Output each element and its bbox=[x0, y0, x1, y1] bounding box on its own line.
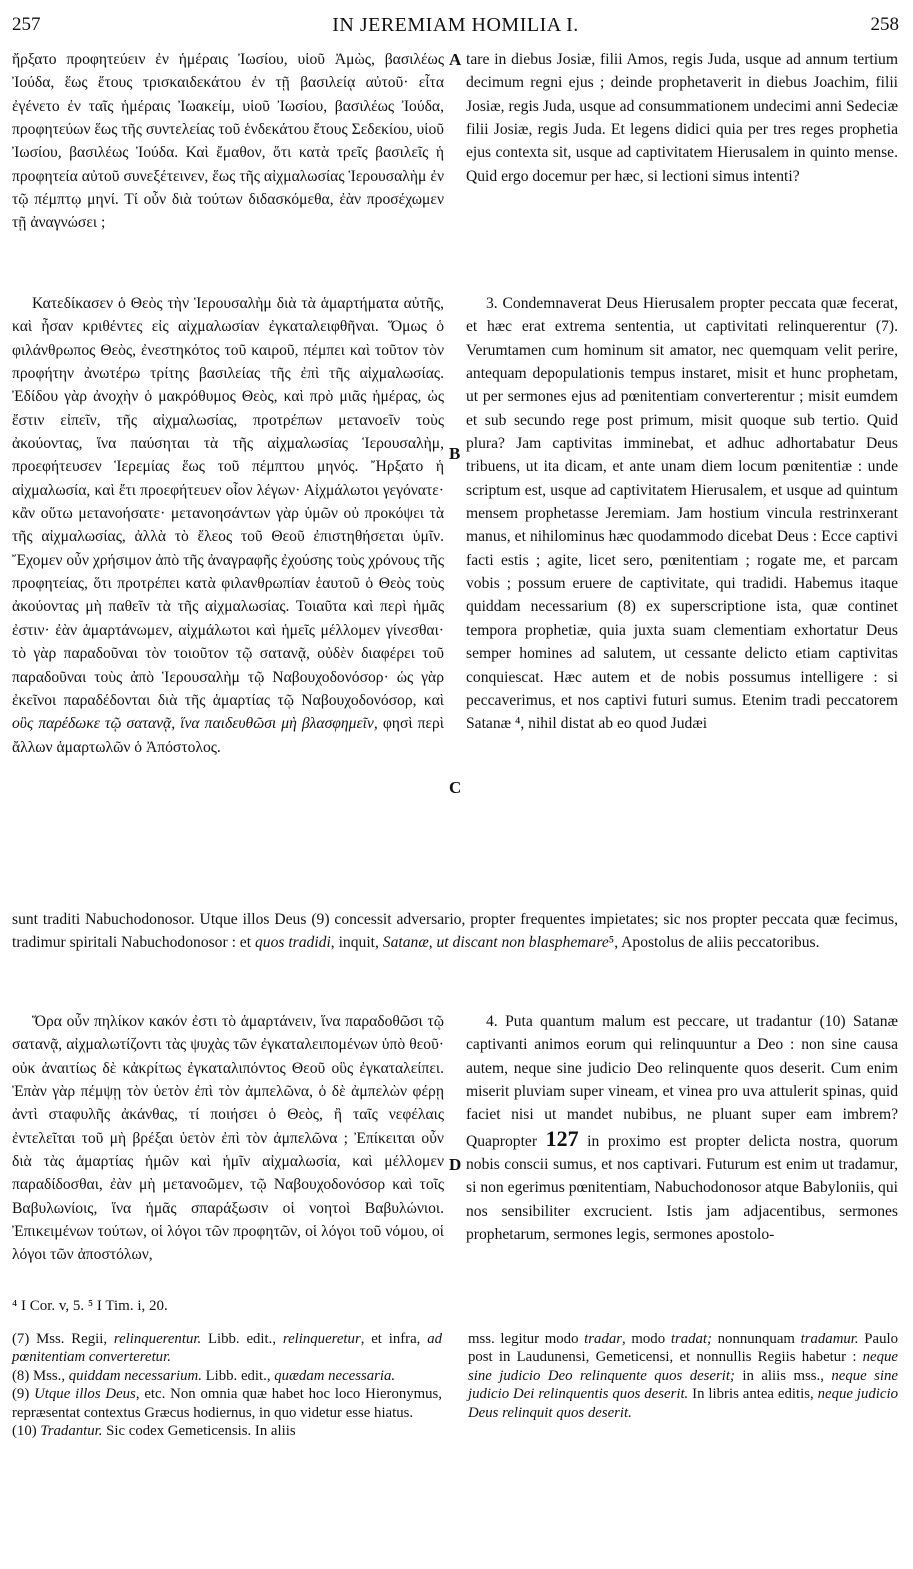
greek-text: Ὅρα οὖν πηλίκον κακόν ἐστι τὸ ἁμαρτάνειν, ἵνα παραδοθῶσι τῷ σατανᾷ, αἰχμαλωτίζοντι τὰς ψυχὰς τῶν ἐγκαταλειπομένων ὑπὸ θεοῦ· οὐκ ἀναιτίως δὲ κἀκρίτως ἐγκαταλιπόντος Θεοῦ οὓς ἐγκαταλείπει. Ἐπὰν γὰρ πέμψῃ τὸν ὑετὸν ἐπὶ τὸν ἀμπελῶνα, ὁ δὲ ἀμπελὼν φέρῃ ἀντὶ σταφυλῆς ἀκάνθας, τί ποιήσει ὁ Θεὸς, ἢ ταῖς νεφέλαις ἐντελεῖται τοῦ μὴ βρέξαι ὑετὸν ἐπὶ τὸν ἀμπελῶνα ; Ἐπίκειται οὖν διὰ τὰς ἁμαρτίας ἡμῶν καὶ ἡμῖν αἰχμαλωσία, καὶ μέλλομεν παραδίδοσθαι, ἐὰν μὴ μετανοῶμεν, τῷ Ναβουχοδονόσορ καὶ τοῖς Βαβυλωνίοις, ἵνα ἡμᾶς σπαράξωσιν οἱ νοητοὶ Βαβυλώνιοι. Ἐπικειμένων τούτων, οἱ λόγοι τῶν προφητῶν, οἱ λόγοι τοῦ νόμου, οἱ λόγοι τῶν ἀποστόλων, bbox=[12, 1013, 444, 1264]
latin-text-end: in proximo est propter delicta nostra, quorum nobis conscii sumus, et nos captivari. Futurum est enim ut tradamur, si non egerimus pœnitentiam, Nabuchodonosor atque Babyloniis, qui nos sensibiliter excrucient. Istis jam adjacentibus, sermones prophetarum, sermones legis, sermones apostolo- bbox=[466, 1132, 898, 1244]
right-page-number: 258 bbox=[870, 14, 899, 35]
column-number: 127 bbox=[545, 1125, 579, 1151]
latin-paragraph-1 bbox=[466, 48, 898, 188]
margin-letter-b: B bbox=[449, 444, 461, 463]
latin-paragraph-3 bbox=[466, 1010, 898, 1246]
margin-letter-d: D bbox=[449, 1155, 462, 1174]
latin-text bbox=[466, 1010, 898, 1246]
latin-quote: quos tradidi bbox=[254, 934, 331, 952]
footnotes-right bbox=[468, 1330, 898, 1422]
footnotes-left bbox=[12, 1330, 442, 1440]
greek-paragraph-3 bbox=[12, 1010, 444, 1267]
footnote: (7) Mss. Regii, relinquerentur. Libb. edit., relinqueretur, et infra, ad pœnitentiam converteretur. bbox=[12, 1331, 443, 1366]
footnote: (8) Mss., quiddam necessarium. Libb. edit., quædam necessaria. bbox=[12, 1367, 396, 1384]
full-width-text bbox=[12, 908, 898, 955]
running-header bbox=[12, 14, 899, 42]
margin-letter-c: C bbox=[449, 778, 462, 797]
left-page-number: 257 bbox=[12, 14, 41, 35]
latin-text: sunt traditi Nabuchodonosor. Utque illos Deus (9) concessit adversario, propter frequentes impietates; sic nos propter peccata quæ fecimus, tradimur spiritali Nabuchodonosor : et bbox=[12, 911, 898, 952]
latin-text: , inquit, bbox=[330, 934, 379, 952]
greek-text-end: φησὶ περὶ ἄλλων ἁμαρτωλῶν ὁ Ἀπόστολος. bbox=[12, 715, 445, 756]
margin-letter-a: A bbox=[449, 50, 462, 69]
greek-text bbox=[12, 292, 444, 759]
greek-paragraph-2 bbox=[12, 292, 444, 759]
footnote: mss. legitur modo tradar, modo tradat; nonnunquam tradamur. Paulo post in Laudunensi, Gemeticensi, et nonnullis Regiis habetur : neque sine judicio Deo relinquente quos deserit; in aliis mss., neque sine judicio Dei relinquentis quos deserit. In libris antea editis, neque judicio Deus relinquit quos deserit. bbox=[468, 1331, 899, 1421]
greek-quote: οὓς παρέδωκε τῷ σατανᾷ, ἵνα παιδευθῶσι μὴ βλασφημεῖν, bbox=[12, 715, 378, 733]
footnote: (10) Tradantur. Sic codex Gemeticensis. In aliis bbox=[12, 1423, 296, 1440]
latin-text-main: 4. Puta quantum malum est peccare, ut tradantur (10) Satanæ captivanti animos eorum qui relinquuntur a Deo : non sine causa autem, neque sine judicio Deo relinquente quos deserit. Cum enim miserit pluviam super vineam, et vinea pro uva attulerit spinas, quid faciet nisi ut mandet nubibus, ne pluant super eam imbrem? Quapropter bbox=[466, 1013, 898, 1150]
latin-text: ⁵, Apostolus de aliis peccatoribus. bbox=[608, 934, 820, 952]
footnote: (9) Utque illos Deus, etc. Non omnia quæ habet hoc loco Hieronymus, repræsentat contextus Græcus hodiernus, in quo videtur esse hiatus. bbox=[12, 1386, 443, 1421]
latin-quote: Satanæ, ut discant non blasphemare bbox=[382, 934, 609, 952]
latin-text: 3. Condemnaverat Deus Hierusalem propter peccata quæ fecerat, et hæc erat extrema sententia, ut captivitati relinquerentur (7). Verumtamen cum hominum sit amator, nec quemquam velit perire, antequam depopulationis tempus instaret, misit et hunc prophetam, ut per sermones ejus ad pœnitentiam converterentur ; misit eumdem et sub secundo rege post primum, misit quoque sub tertio. Quid plura? Jam captivitas imminebat, et adhuc adhortabatur Deus tribuens, ut ita dicam, et ante unam diem locum pœnitentiæ : unde scriptum est, usque ad captivitatem Hierusalem, et usque ad quintum mensem prophetasse Jeremiam. Jam hostium vincula restrinxerant manus, et nihilominus hæc quodammodo dicebat Deus : Ecce captivi facti estis ; agite, licet sero, pœnitentiam ; rogate me, et parcam vobis ; possum eruere de captivitate, qui tradidi. Habemus itaque quiddam necessarium (8) ex superscriptione ista, quæ continet tempora prophetiæ, quia juxta suam clementiam exhortatur Deus semper homines ad salutem, ut cessante delicto etiam captivitas conquiescat. Hæc autem et de nobis possumus intelligere : si peccaverimus, et nos captivi futuri sumus. Etenim tradi peccatorem Satanæ ⁴, nihil distat ab eo quod Judæi bbox=[466, 295, 898, 733]
latin-text: tare in diebus Josiæ, filii Amos, regis Juda, usque ad annum tertium decimum regni ejus ; deinde prophetaverit in diebus Joachim, filii Josiæ, regis Juda, usque ad consummationem undecimi anni Sedeciæ filii Josiæ, regis Juda. Et legens didici quia per tres reges prophetia ejus contexta sit, usque ad captivitatem Hierusalem in quinto mense. Quid ergo docemur per hæc, si lectioni simus intenti? bbox=[466, 51, 898, 185]
greek-paragraph-1 bbox=[12, 48, 444, 235]
greek-text: ἤρξατο προφητεύειν ἐν ἡμέραις Ἰωσίου, υἱοῦ Ἀμὼς, βασιλέως Ἰούδα, ἕως ἔτους τρισκαιδεκάτου ἐν τῇ βασιλείᾳ αὐτοῦ· εἶτα ἐγένετο ἐν ταῖς ἡμέραις Ἰωακείμ, υἱοῦ Ἰωσίου, βασιλέως Ἰούδα, προφητεύων ἕως τῆς συντελείας τοῦ ἑνδεκάτου ἔτους Σεδεκίου, υἱοῦ Ἰωσίου, βασιλέως Ἰούδα. Καὶ ἔμαθον, ὅτι κατὰ τρεῖς βασιλεῖς ἡ προφητεία αὐτοῦ συνεξέτεινεν, ἕως τῆς αἰχμαλωσίας Ἱερουσαλὴμ ἐν τῷ πέμπτῳ μηνί. Τί οὖν διὰ τούτων διδασκόμεθα, ἐὰν προσέχωμεν τῇ ἀναγνώσει ; bbox=[12, 51, 444, 232]
greek-text-main: Κατεδίκασεν ὁ Θεὸς τὴν Ἱερουσαλὴμ διὰ τὰ ἁμαρτήματα αὐτῆς, καὶ ἦσαν κριθέντες εἰς αἰχμαλωσίαν ἐγκαταλειφθῆναι. Ὅμως ὁ φιλάνθρωπος Θεὸς, ἐνεστηκότος τοῦ καιροῦ, πέμπει καὶ τοῦτον τὸν προφήτην ἀνωτέρω τρίτης βασιλείας τῆς ἐπὶ τῆς αἰχμαλωσίας. Ἐδίδου γὰρ ἀνοχὴν ὁ μακρόθυμος Θεὸς, καὶ πρὸ μιᾶς ἡμέρας, ὡς ἔστιν εἰπεῖν, τῆς αἰχμαλωσίας, προτρέπων μετανοεῖν τοὺς ἀκούοντας, ἵνα παύσηται τὰ τῆς αἰχμαλωσίας Ἱερουσαλὴμ, προεφήτευσεν Ἱερεμίας ἕως τοῦ πέμπτου μηνός. Ἤρξατο ἡ αἰχμαλωσία, καὶ ἔτι προεφήτευεν οἷον λέγων· Αἰχμάλωτοι γεγόνατε· κἂν οὕτω μετανοήσατε· μετανοησάντων γὰρ ὑμῶν οὐ προκόψει τὰ τῆς αἰχμαλωσίας, ἀλλὰ τὸ ἔλεος τοῦ Θεοῦ ἐπιστηθήσεται ὑμῖν. Ἔχομεν οὖν χρήσιμον ἀπὸ τῆς ἀναγραφῆς ἐχούσης τοὺς χρόνους τῆς προφητείας, ὅτι προτρέπει κατὰ φιλανθρωπίαν ἑαυτοῦ ὁ Θεὸς τοὺς ἀκούοντας μὴ παθεῖν τὰ τῆς αἰχμαλωσίας. Τοιαῦτα καὶ περὶ ἡμᾶς ἐστιν· ἐὰν ἁμαρτάνωμεν, αἰχμάλωτοι καὶ ἡμεῖς μέλλομεν γίνεσθαι· τὸ γὰρ παραδοῦναι τὸν τοιοῦτον τῷ σατανᾷ, οὐδὲν διαφέρει τοῦ παραδοῦναι τοὺς ἀπὸ Ἱερουσαλὴμ τῷ Ναβουχοδονόσορ· ὡς γὰρ ἐκεῖνοι παραδέδονται διὰ τῆς ἁμαρτίας τῷ Ναβουχοδονόσορ, καὶ bbox=[12, 295, 444, 709]
running-title: IN JEREMIAM HOMILIA I. bbox=[332, 14, 579, 36]
scripture-references: ⁴ I Cor. v, 5. ⁵ I Tim. i, 20. bbox=[12, 1298, 168, 1314]
latin-paragraph-2 bbox=[466, 292, 898, 736]
